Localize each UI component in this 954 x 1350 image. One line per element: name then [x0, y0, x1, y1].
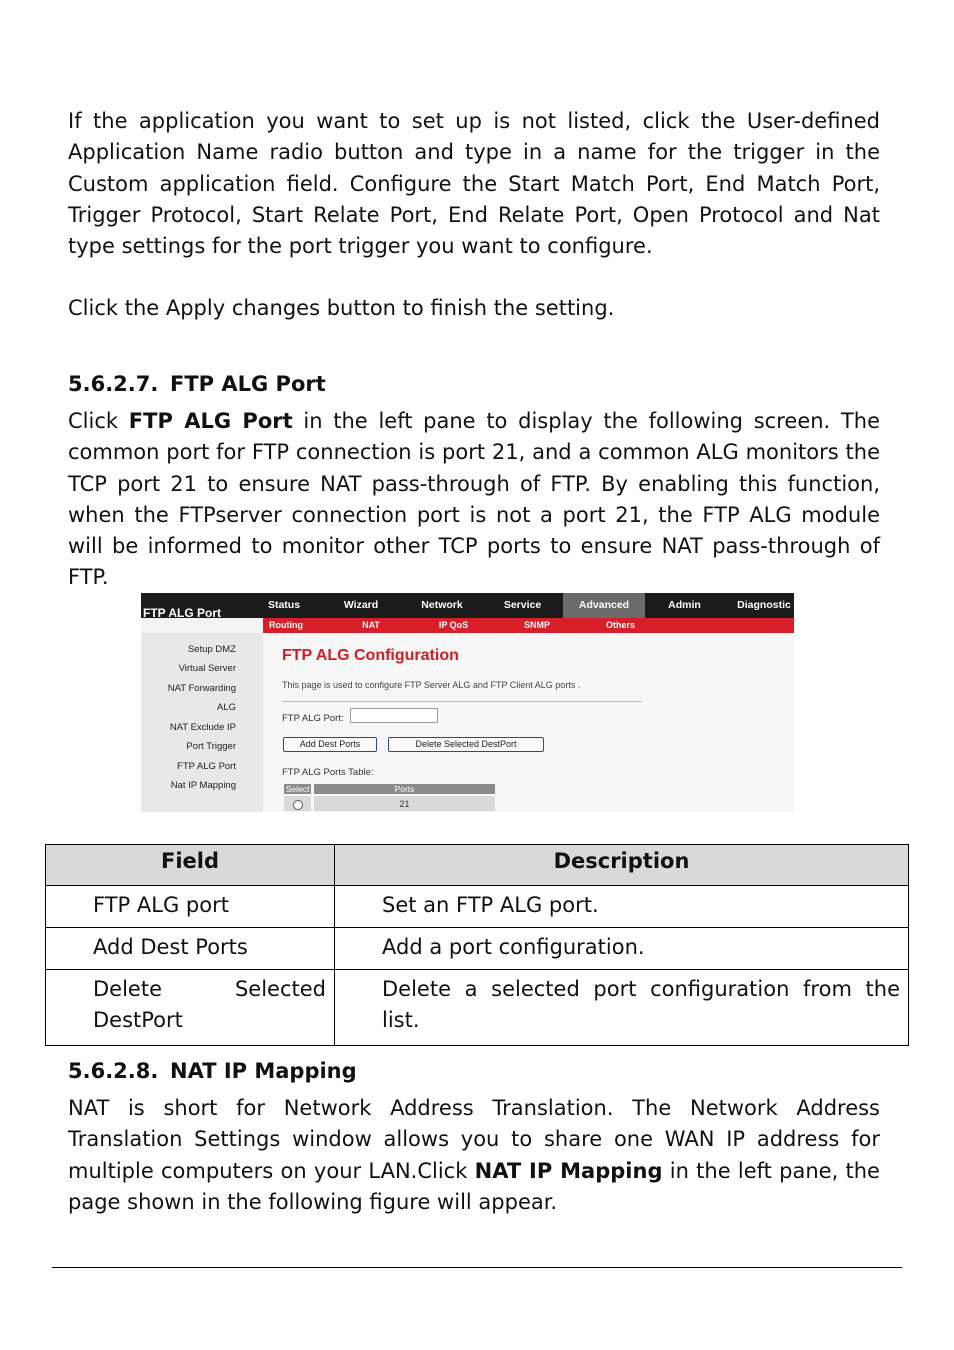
section-heading-nat-ip-mapping — [68, 1059, 357, 1083]
nat-ip-mapping-paragraph — [68, 1093, 880, 1218]
tab-advanced[interactable]: Advanced — [563, 593, 645, 618]
section-number: 5.6.2.8. — [68, 1059, 159, 1083]
router-screenshot — [141, 593, 794, 812]
subtab-snmp[interactable]: SNMP — [523, 620, 550, 630]
nav-nat-ip-mapping[interactable]: Nat IP Mapping — [170, 780, 236, 791]
text-after: in the left pane, the page shown in the following figure will appear. — [68, 1158, 880, 1214]
table-row — [46, 886, 909, 928]
nav-nat-forwarding[interactable]: NAT Forwarding — [167, 683, 236, 694]
ftp-alg-paragraph — [68, 406, 880, 594]
text-before: NAT is short for Network Address Translation. The Network Address Translation Settings window allows you to share one WAN IP address for multiple computers on your LAN.Click — [68, 1096, 880, 1183]
nav-alg[interactable]: ALG — [216, 702, 236, 713]
subtab-nat[interactable]: NAT — [362, 620, 380, 630]
select-radio[interactable] — [293, 800, 303, 810]
tab-service[interactable]: Service — [503, 599, 542, 611]
header-field: Field — [46, 845, 335, 886]
divider — [282, 701, 642, 702]
tab-network[interactable]: Network — [421, 599, 463, 611]
text-rest: in the left pane to display the following screen. The common port for FTP connection is port 21, and a common ALG monitors the TCP port 21 to ensure NAT pass-through of FTP. By enabling this function, when the FTPserver connection port is not a port 21, the FTP ALG module will be informed to monitor other TCP ports to ensure NAT pass-through of FTP. — [68, 409, 880, 590]
table-header-row — [46, 845, 909, 886]
app-name: FTP ALG Port — [143, 606, 221, 620]
nav-virtual-server[interactable]: Virtual Server — [178, 663, 236, 674]
header-description: Description — [335, 845, 909, 886]
nav-nat-exclude-ip[interactable]: NAT Exclude IP — [169, 722, 236, 733]
field-cell: FTP ALG port — [93, 893, 229, 917]
subtab-others[interactable]: Others — [605, 620, 635, 630]
text-click: Click — [68, 409, 119, 433]
page-description: This page is used to configure FTP Server ALG and FTP Client ALG ports . — [282, 680, 581, 690]
intro-paragraph-1: If the application you want to set up is not listed, click the User-defined Application Name radio button and type in a name for the trigger in the Custom application field. Configure the Start Match Port, End Match Port, Trigger Protocol, Start Relate Port, End Relate Port, Open Protocol and Nat type settings for the port trigger you want to configure. — [68, 109, 880, 259]
footer-rule — [52, 1267, 902, 1268]
ftp-alg-port-input[interactable] — [350, 708, 438, 723]
section-heading-ftp-alg — [68, 372, 326, 396]
nav-setup-dmz[interactable]: Setup DMZ — [187, 644, 236, 655]
section-title: NAT IP Mapping — [170, 1059, 357, 1083]
table-header-ports: Ports — [314, 784, 495, 794]
nav-port-trigger[interactable]: Port Trigger — [186, 741, 236, 752]
bold-term: NAT IP Mapping — [474, 1158, 663, 1183]
field-description-table — [45, 844, 909, 1046]
section-number: 5.6.2.7. — [68, 372, 159, 396]
delete-selected-destport-button[interactable]: Delete Selected DestPort — [388, 737, 544, 752]
ports-table-label: FTP ALG Ports Table: — [282, 767, 374, 778]
table-header-select: Select — [285, 784, 310, 794]
subtab-ip-qos[interactable]: IP QoS — [438, 620, 469, 630]
subtab-routing[interactable]: Routing — [269, 620, 303, 630]
page-title: FTP ALG Configuration — [282, 647, 459, 664]
intro-paragraph-2: Click the Apply changes button to finish the setting. — [68, 296, 615, 320]
bold-term: FTP ALG Port — [128, 409, 293, 433]
field-cell: Add Dest Ports — [93, 935, 248, 959]
port-value: 21 — [399, 799, 410, 809]
field-cell: Delete Selected DestPort — [93, 977, 326, 1032]
tab-status[interactable]: Status — [267, 599, 301, 611]
table-row — [46, 970, 909, 1046]
description-cell: Add a port configuration. — [382, 935, 645, 959]
ftp-alg-port-label: FTP ALG Port: — [282, 713, 344, 724]
nav-ftp-alg-port[interactable]: FTP ALG Port — [177, 761, 236, 772]
add-dest-ports-button[interactable]: Add Dest Ports — [283, 737, 377, 752]
description-cell: Delete a selected port configuration from the list. — [382, 977, 900, 1032]
table-row — [46, 928, 909, 970]
tab-diagnostic[interactable]: Diagnostic — [737, 599, 791, 611]
tab-wizard[interactable]: Wizard — [343, 599, 379, 611]
section-title: FTP ALG Port — [170, 372, 326, 396]
tab-admin[interactable]: Admin — [668, 599, 701, 611]
description-cell: Set an FTP ALG port. — [382, 893, 599, 917]
